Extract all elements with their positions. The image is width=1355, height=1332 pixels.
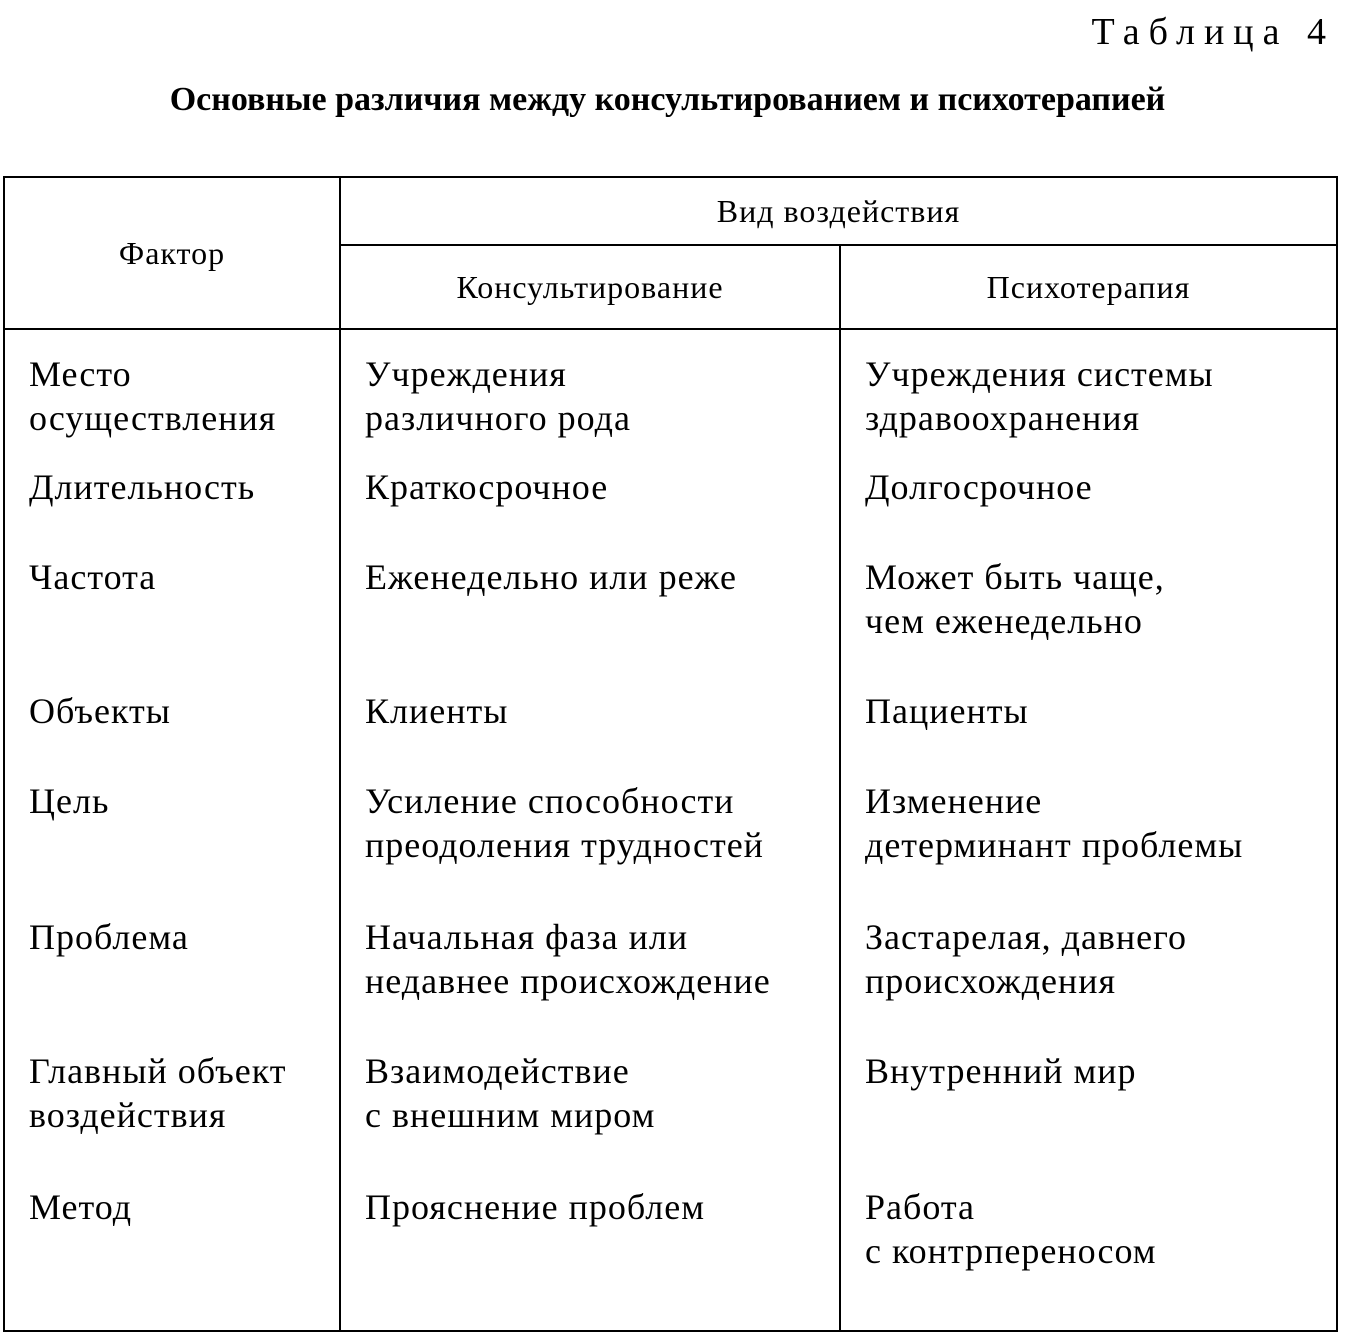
cell-factor: Частота xyxy=(4,555,340,689)
table-row xyxy=(4,555,1337,689)
cell-counseling: Прояснение проблем xyxy=(340,1185,840,1331)
table-row xyxy=(4,689,1337,779)
cell-psychotherapy: Изменение детерминант проблемы xyxy=(840,779,1337,915)
cell-psychotherapy: Учреждения системы здравоохранения xyxy=(840,329,1337,465)
cell-psychotherapy: Может быть чаще, чем еженедельно xyxy=(840,555,1337,689)
cell-psychotherapy: Внутренний мир xyxy=(840,1049,1337,1185)
table-header xyxy=(4,177,1337,329)
cell-counseling: Усиление способности преодоления трудностей xyxy=(340,779,840,915)
table-body xyxy=(4,329,1337,1331)
cell-counseling: Клиенты xyxy=(340,689,840,779)
cell-psychotherapy: Долгосрочное xyxy=(840,465,1337,555)
table-row xyxy=(4,1049,1337,1185)
header-psychotherapy: Психотерапия xyxy=(840,245,1337,329)
table-row xyxy=(4,329,1337,465)
header-impact-type: Вид воздействия xyxy=(340,177,1337,245)
cell-counseling: Взаимодействие с внешним миром xyxy=(340,1049,840,1185)
cell-factor: Главный объект воздействия xyxy=(4,1049,340,1185)
document-title: Основные различия между консультированием и психотерапией xyxy=(169,81,1166,118)
cell-counseling: Начальная фаза или недавнее происхождение xyxy=(340,915,840,1049)
cell-factor: Проблема xyxy=(4,915,340,1049)
table-row xyxy=(4,915,1337,1049)
cell-psychotherapy: Застарелая, давнего происхождения xyxy=(840,915,1337,1049)
cell-factor: Цель xyxy=(4,779,340,915)
header-counseling: Консультирование xyxy=(340,245,840,329)
cell-psychotherapy: Пациенты xyxy=(840,689,1337,779)
cell-factor: Длительность xyxy=(4,465,340,555)
table-row xyxy=(4,465,1337,555)
cell-counseling: Учреждения различного рода xyxy=(340,329,840,465)
cell-counseling: Еженедельно или реже xyxy=(340,555,840,689)
table-row xyxy=(4,779,1337,915)
cell-factor: Объекты xyxy=(4,689,340,779)
cell-counseling: Краткосрочное xyxy=(340,465,840,555)
comparison-table xyxy=(3,176,1338,1332)
cell-factor: Место осуществления xyxy=(4,329,340,465)
header-factor: Фактор xyxy=(4,177,340,329)
cell-factor: Метод xyxy=(4,1185,340,1331)
cell-psychotherapy: Работа с контрпереносом xyxy=(840,1185,1337,1331)
table-row xyxy=(4,1185,1337,1331)
table-number: Таблица 4 xyxy=(1091,11,1335,53)
